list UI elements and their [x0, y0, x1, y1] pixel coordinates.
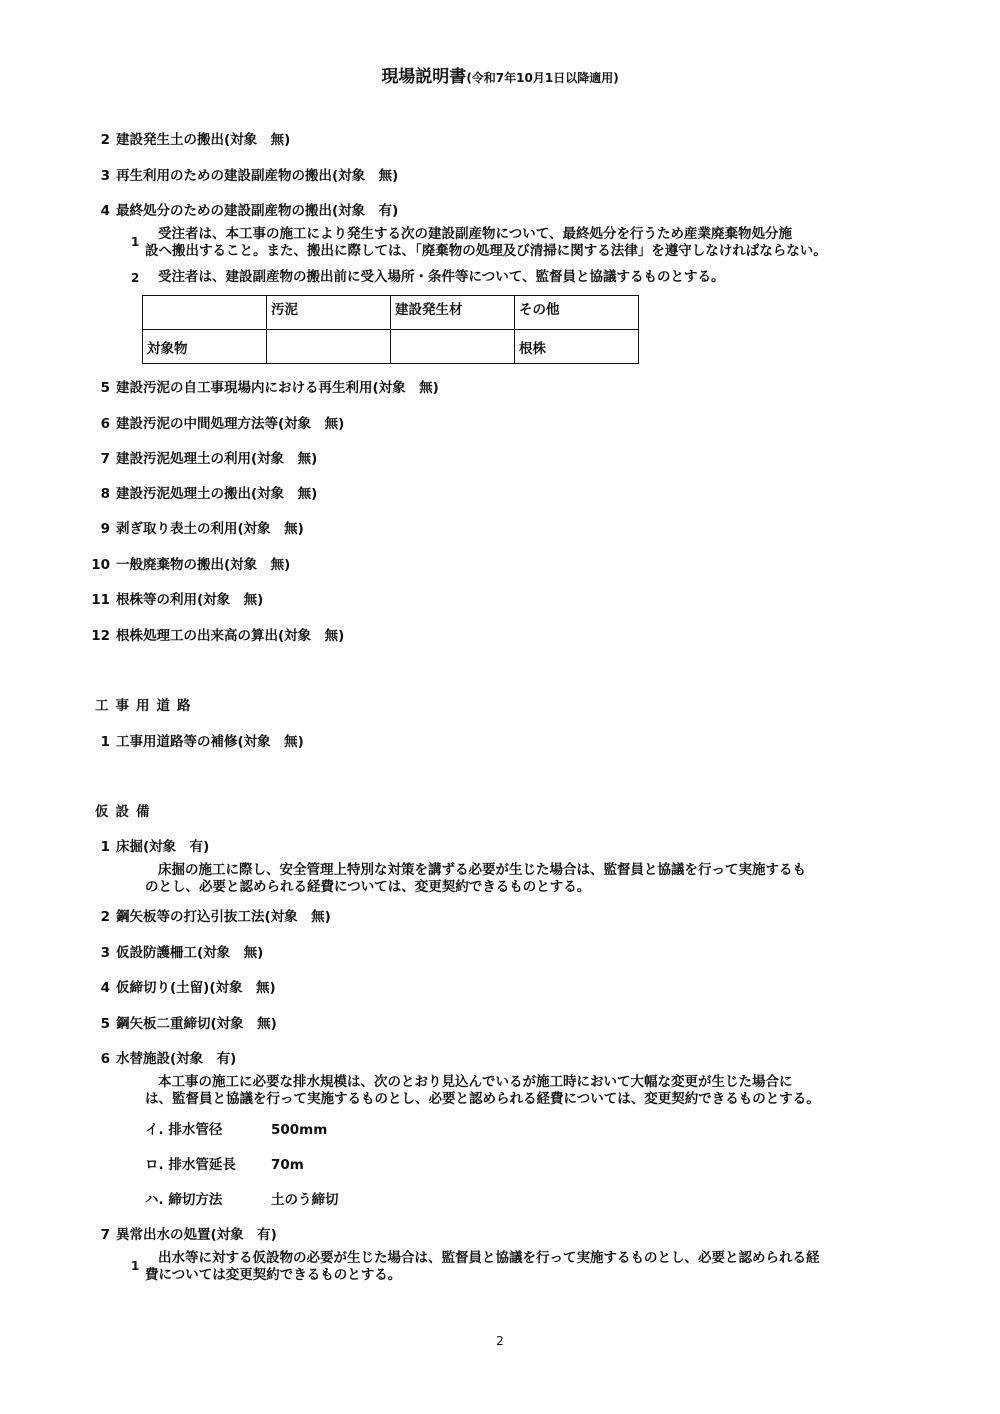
spec-row — [145, 1118, 327, 1138]
table-cell: 根株 — [515, 330, 639, 364]
paragraph-line: は、監督員と協議を行って実施するものとし、必要と認められる経費については、変更契約できるものとする。 — [145, 1091, 820, 1107]
item-text: 床掘(対象 有) — [116, 839, 210, 855]
item-number: 12 — [91, 628, 110, 644]
item-text: 再生利用のための建設副産物の搬出(対象 無) — [116, 168, 399, 184]
item-number: 3 — [100, 945, 110, 961]
item-text: 最終処分のための建設副産物の搬出(対象 有) — [116, 203, 399, 219]
item-number: 1 — [100, 839, 110, 855]
list-item — [86, 905, 331, 925]
item-text: 建設発生土の搬出(対象 無) — [116, 132, 291, 148]
spec-value: 土のう締切 — [271, 1192, 339, 1208]
item-number: 4 — [100, 980, 110, 996]
spec-value: 70m — [271, 1157, 304, 1173]
item-number: 7 — [100, 1227, 110, 1243]
section-heading-road: 工事用道路 — [95, 698, 198, 714]
item-text: 建設汚泥処理土の搬出(対象 無) — [116, 486, 318, 502]
list-item — [86, 835, 209, 855]
item-number: 5 — [100, 380, 110, 396]
list-item — [86, 128, 290, 148]
list-item — [86, 553, 290, 573]
page-number: 2 — [496, 1334, 504, 1348]
item-number: 3 — [100, 168, 110, 184]
list-item — [86, 164, 398, 184]
item-text: 一般廃棄物の搬出(対象 無) — [116, 557, 291, 573]
table-cell: 対象物 — [143, 330, 267, 364]
paragraph-line: 設へ搬出すること。また、搬出に際しては、「廃棄物の処理及び清掃に関する法律」を遵守しなければならない。 — [145, 243, 827, 259]
paragraph-line: 受注者は、建設副産物の搬出前に受入場所・条件等について、監督員と協議するものとする。 — [158, 269, 725, 285]
item-number: 10 — [91, 557, 110, 573]
spec-value: 500mm — [271, 1122, 328, 1138]
spec-label: ハ. 締切方法 — [145, 1192, 223, 1208]
item-text: 建設汚泥の自工事現場内における再生利用(対象 無) — [116, 380, 439, 396]
table-cell — [267, 330, 391, 364]
item-number: 1 — [100, 734, 110, 750]
spec-row — [145, 1153, 304, 1173]
spec-label: ロ. 排水管延長 — [145, 1157, 236, 1173]
item-number: 6 — [100, 416, 110, 432]
paragraph-number: 1 — [131, 235, 140, 249]
item-text: 仮締切り(土留)(対象 無) — [116, 980, 276, 996]
table-header-cell: その他 — [515, 296, 639, 330]
item-number: 8 — [100, 486, 110, 502]
paragraph-line: 費については変更契約できるものとする。 — [145, 1267, 402, 1283]
paragraph-line: 出水等に対する仮設物の必要が生じた場合は、監督員と協議を行って実施するものとし、必要と認められる経 — [158, 1250, 820, 1266]
table-cell — [391, 330, 515, 364]
list-item — [86, 482, 317, 502]
table-header-cell: 汚泥 — [267, 296, 391, 330]
item-number: 6 — [100, 1051, 110, 1067]
item-text: 根株処理工の出来高の算出(対象 無) — [116, 628, 345, 644]
table-header-cell — [143, 296, 267, 330]
item-text: 工事用道路等の補修(対象 無) — [116, 734, 304, 750]
title-main: 現場説明書 — [381, 67, 467, 87]
item-number: 4 — [100, 203, 110, 219]
item-number: 2 — [100, 909, 110, 925]
spec-label: イ. 排水管径 — [145, 1122, 223, 1138]
item-text: 仮設防護柵工(対象 無) — [116, 945, 264, 961]
list-item — [86, 447, 317, 467]
waste-table — [142, 295, 639, 364]
list-item — [86, 941, 263, 961]
section-heading-temporary: 仮設備 — [95, 804, 157, 820]
paragraph-number: 2 — [131, 271, 140, 285]
list-item — [86, 412, 344, 432]
list-item — [86, 1047, 236, 1067]
list-item — [86, 199, 398, 219]
list-item — [86, 1012, 277, 1032]
document-title — [0, 62, 1000, 87]
paragraph-line: 床掘の施工に際し、安全管理上特別な対策を講ずる必要が生じた場合は、監督員と協議を行って実施するも — [158, 862, 806, 878]
paragraph-line: のとし、必要と認められる経費については、変更契約できるものとする。 — [145, 879, 591, 895]
list-item — [86, 730, 304, 750]
list-item — [86, 1223, 277, 1243]
list-item — [86, 376, 439, 396]
item-text: 異常出水の処置(対象 有) — [116, 1227, 277, 1243]
item-number: 9 — [100, 521, 110, 537]
item-number: 2 — [100, 132, 110, 148]
spec-row — [145, 1188, 339, 1208]
paragraph-number: 1 — [131, 1259, 140, 1273]
list-item — [86, 624, 344, 644]
item-number: 11 — [91, 592, 110, 608]
item-number: 5 — [100, 1016, 110, 1032]
item-text: 水替施設(対象 有) — [116, 1051, 237, 1067]
list-item — [86, 976, 276, 996]
item-text: 剥ぎ取り表土の利用(対象 無) — [116, 521, 304, 537]
item-text: 建設汚泥処理土の利用(対象 無) — [116, 451, 318, 467]
item-text: 根株等の利用(対象 無) — [116, 592, 264, 608]
item-number: 7 — [100, 451, 110, 467]
item-text: 鋼矢板等の打込引抜工法(対象 無) — [116, 909, 331, 925]
item-text: 建設汚泥の中間処理方法等(対象 無) — [116, 416, 345, 432]
title-sub: (令和7年10月1日以降適用) — [466, 71, 619, 85]
list-item — [86, 588, 263, 608]
table-header-cell: 建設発生材 — [391, 296, 515, 330]
paragraph-line: 本工事の施工に必要な排水規模は、次のとおり見込んでいるが施工時において大幅な変更が生じた場合に — [158, 1074, 793, 1090]
list-item — [86, 517, 304, 537]
item-text: 鋼矢板二重締切(対象 無) — [116, 1016, 277, 1032]
paragraph-line: 受注者は、本工事の施工により発生する次の建設副産物について、最終処分を行うため産業廃棄物処分施 — [158, 226, 792, 242]
